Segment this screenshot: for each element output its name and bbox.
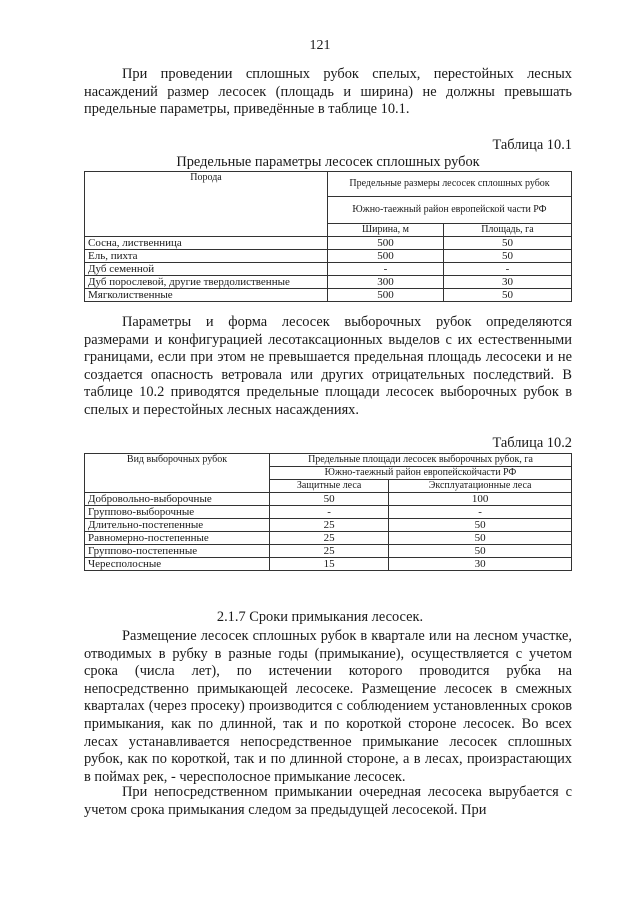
- table-header-cell: Порода: [85, 172, 328, 237]
- table1-caption: Таблица 10.1: [492, 137, 572, 153]
- section-paragraph-1-text: Размещение лесосек сплошных рубок в квартале или на лесном участке, отводимых в рубку в разные годы (примыкание), осуществляется с учетом срока (числа лет), по истечении которого проводится рубка на непосредственно примыкающей лесосеке. Размещение лесосек в смежных кварталах (через просеку) производится с соблюдением установленных сроков примыкания, как по длинной, так и по короткой стороне лесосек. Во всех лесах устанавливается непосредственное примыкание лесосек сплошных рубок, как по короткой, так и по длинной стороне, а в лесах, произрастающих в поймах рек, - чересполосное примыкание лесосек.: [84, 628, 572, 785]
- table-cell: 50: [389, 532, 572, 545]
- table-row: [85, 276, 572, 289]
- table-cell: 50: [389, 545, 572, 558]
- table-header-cell: Ширина, м: [328, 224, 444, 237]
- table-cell: Сосна, лиственница: [85, 237, 328, 250]
- table-cell: 500: [328, 250, 444, 263]
- section-paragraph-1: [84, 628, 572, 786]
- table-cell: -: [389, 506, 572, 519]
- table1-title: Предельные параметры лесосек сплошных рубок: [176, 154, 480, 170]
- table-cell: Ель, пихта: [85, 250, 328, 263]
- table-cell: Мягколиственные: [85, 289, 328, 302]
- table-row: [85, 289, 572, 302]
- table-row: [85, 532, 572, 545]
- intro-paragraph: [84, 66, 572, 119]
- table-header-cell: Предельные площади лесосек выборочных рубок, га: [270, 454, 572, 467]
- table-header-cell: Вид выборочных рубок: [85, 454, 270, 493]
- table-row: [85, 237, 572, 250]
- table-row: [85, 263, 572, 276]
- table-cell: Группово-выборочные: [85, 506, 270, 519]
- intro-paragraph-text: При проведении сплошных рубок спелых, перестойных лесных насаждений размер лесосек (площадь и ширина) не должны превышать предельные параметры, приведённые в таблице 10.1.: [84, 66, 572, 118]
- table-selective-cutting-limits: [84, 453, 572, 571]
- table-cell: 30: [389, 558, 572, 571]
- table-header-cell: Защитные леса: [270, 480, 389, 493]
- page-number: 121: [309, 38, 331, 53]
- table-header-cell: Площадь, га: [443, 224, 571, 237]
- table-cell: 50: [443, 250, 571, 263]
- table2-caption: Таблица 10.2: [492, 435, 572, 451]
- table-cell: Дуб порослевой, другие твердолиственные: [85, 276, 328, 289]
- section-heading: 2.1.7 Сроки примыкания лесосек.: [216, 609, 424, 625]
- table-row: [85, 250, 572, 263]
- table-cell: -: [443, 263, 571, 276]
- table-cutting-limits: [84, 171, 572, 302]
- table-header-row: [85, 172, 572, 197]
- table-cell: Дуб семенной: [85, 263, 328, 276]
- table-cell: -: [328, 263, 444, 276]
- table-row: [85, 506, 572, 519]
- table-row: [85, 558, 572, 571]
- table-cell: Группово-постепенные: [85, 545, 270, 558]
- table-cell: 50: [389, 519, 572, 532]
- table-cell: -: [270, 506, 389, 519]
- table-cell: Длительно-постепенные: [85, 519, 270, 532]
- table-cell: Чересполосные: [85, 558, 270, 571]
- table-cell: 25: [270, 545, 389, 558]
- table-row: [85, 545, 572, 558]
- table-cell: 25: [270, 519, 389, 532]
- section-paragraph-2: [84, 784, 572, 819]
- table-cell: 300: [328, 276, 444, 289]
- table-cell: 500: [328, 237, 444, 250]
- table-cell: 30: [443, 276, 571, 289]
- table-cell: Равномерно-постепенные: [85, 532, 270, 545]
- table-cell: 15: [270, 558, 389, 571]
- table-cell: 50: [270, 493, 389, 506]
- table-cell: 500: [328, 289, 444, 302]
- middle-paragraph: [84, 314, 572, 420]
- table-header-cell: Предельные размеры лесосек сплошных рубок: [328, 172, 572, 197]
- table-cell: 50: [443, 237, 571, 250]
- table-row: [85, 519, 572, 532]
- middle-paragraph-text: Параметры и форма лесосек выборочных рубок определяются размерами и конфигурацией лесотаксационных выделов с их естественными границами, если при этом не превышается предельная площадь лесосеки и не создается опасность ветровала или других отрицательных последствий. В таблице 10.2 приводятся предельные площади лесосек выборочных рубок в спелых и перестойных лесных насаждениях.: [84, 314, 572, 418]
- table-cell: 25: [270, 532, 389, 545]
- table-header-cell: Эксплуатационные леса: [389, 480, 572, 493]
- table-header-row: [85, 454, 572, 467]
- table-row: [85, 493, 572, 506]
- table-header-cell: Южно-таежный район европейскойчасти РФ: [270, 467, 572, 480]
- table-cell: Добровольно-выборочные: [85, 493, 270, 506]
- table-cell: 50: [443, 289, 571, 302]
- table-header-cell: Южно-таежный район европейской части РФ: [328, 197, 572, 224]
- table-cell: 100: [389, 493, 572, 506]
- section-paragraph-2-text: При непосредственном примыкании очередная лесосека вырубается с учетом срока примыкания следом за предыдущей лесосекой. При: [84, 784, 572, 818]
